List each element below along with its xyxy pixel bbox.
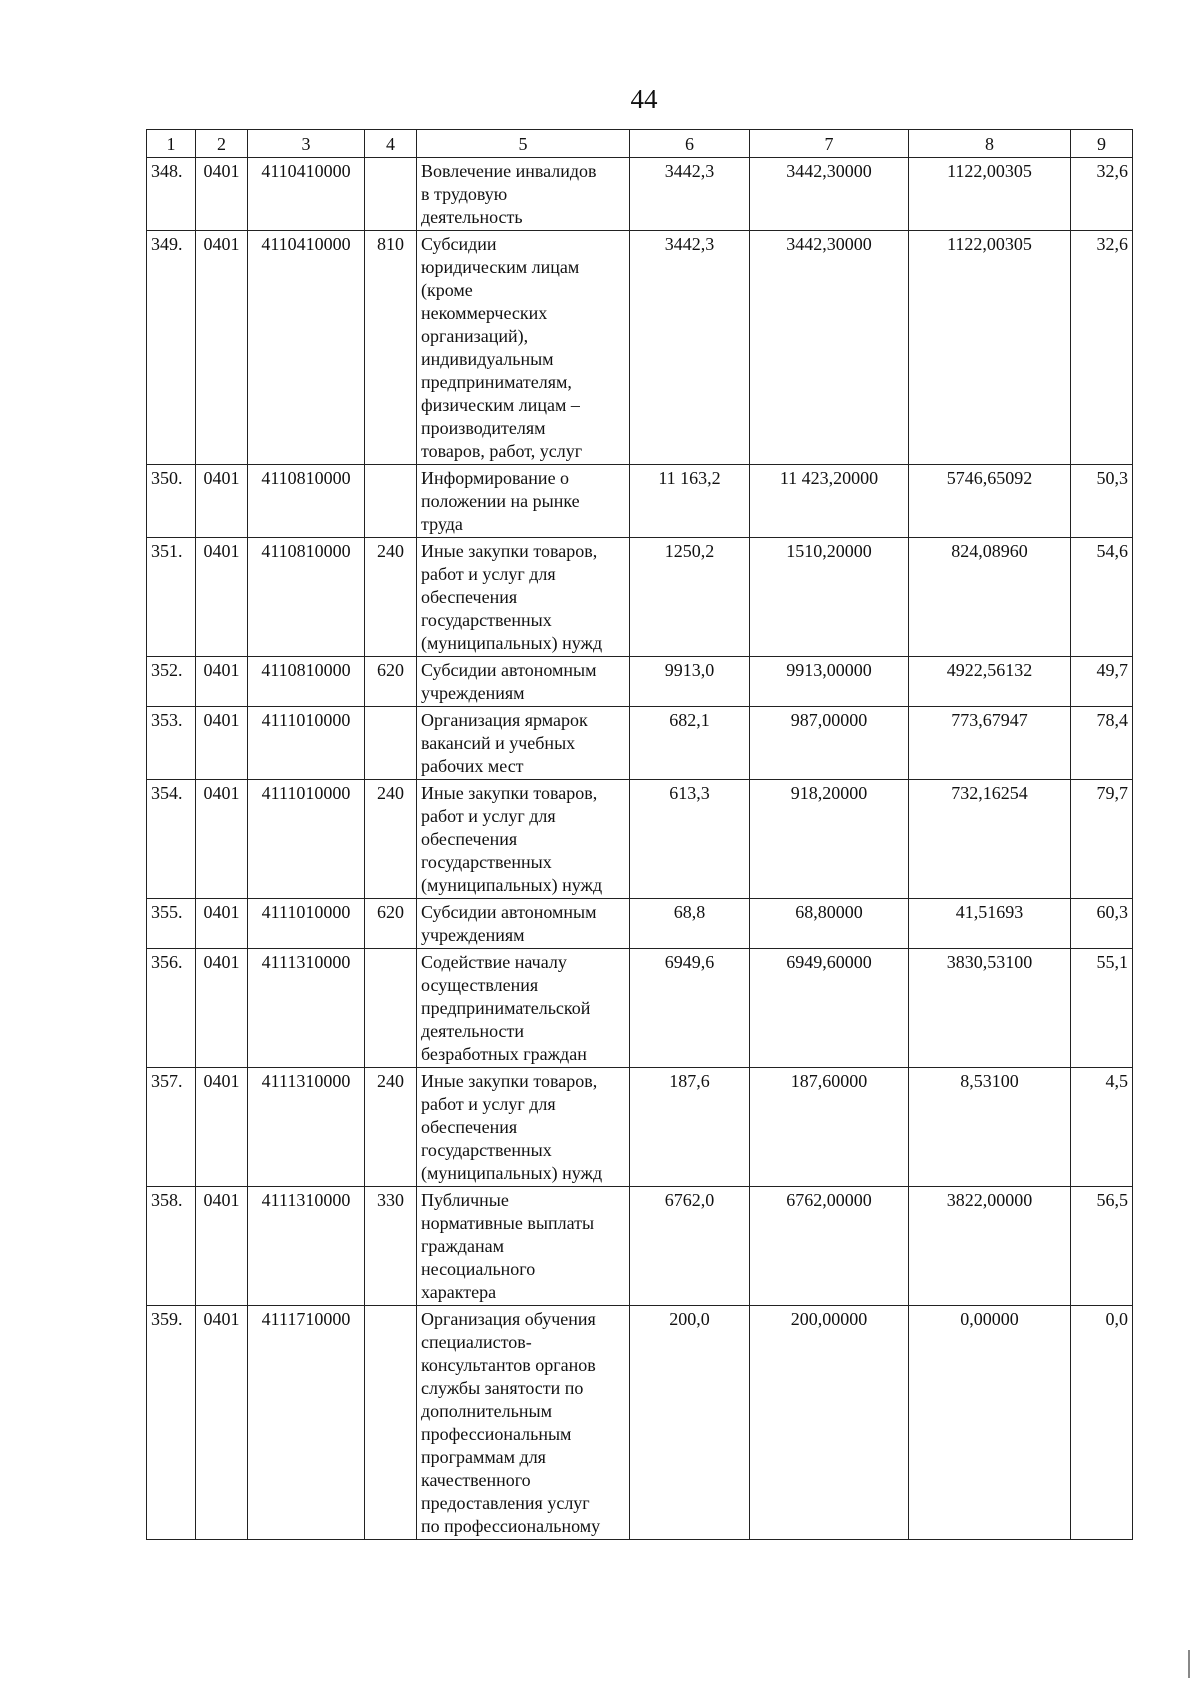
expense-type-cell: 240 [365,1068,417,1187]
expense-type-cell [365,465,417,538]
expense-type-cell: 810 [365,231,417,465]
revised-amount-cell: 987,00000 [750,707,909,780]
plan-amount-cell: 682,1 [630,707,750,780]
executed-amount-cell: 732,16254 [909,780,1071,899]
header-col-4: 4 [365,130,417,158]
description-cell: Организация обучения специалистов- консультантов органов службы занятости по дополнительным профессиональным программам для качественного предоставления услуг по профессиональному [417,1306,630,1540]
table-row [147,657,1133,707]
plan-amount-cell: 3442,3 [630,231,750,465]
revised-amount-cell: 918,20000 [750,780,909,899]
percent-cell: 78,4 [1071,707,1133,780]
header-col-7: 7 [750,130,909,158]
section-code-cell: 0401 [196,1306,248,1540]
executed-amount-cell: 41,51693 [909,899,1071,949]
table-row [147,1068,1133,1187]
executed-amount-cell: 5746,65092 [909,465,1071,538]
plan-amount-cell: 68,8 [630,899,750,949]
section-code-cell: 0401 [196,780,248,899]
target-code-cell: 4110410000 [248,158,365,231]
plan-amount-cell: 187,6 [630,1068,750,1187]
percent-cell: 54,6 [1071,538,1133,657]
table-row [147,538,1133,657]
executed-amount-cell: 0,00000 [909,1306,1071,1540]
percent-cell: 79,7 [1071,780,1133,899]
target-code-cell: 4111310000 [248,1187,365,1306]
header-col-2: 2 [196,130,248,158]
row-number-cell: 355. [147,899,196,949]
page-number: 44 [630,84,658,114]
percent-cell: 60,3 [1071,899,1133,949]
section-code-cell: 0401 [196,899,248,949]
revised-amount-cell: 6762,00000 [750,1187,909,1306]
target-code-cell: 4110810000 [248,538,365,657]
expense-type-cell: 330 [365,1187,417,1306]
executed-amount-cell: 824,08960 [909,538,1071,657]
executed-amount-cell: 773,67947 [909,707,1071,780]
target-code-cell: 4110810000 [248,657,365,707]
row-number-cell: 350. [147,465,196,538]
row-number-cell: 354. [147,780,196,899]
plan-amount-cell: 6949,6 [630,949,750,1068]
percent-cell: 49,7 [1071,657,1133,707]
table-row [147,707,1133,780]
description-cell: Иные закупки товаров, работ и услуг для обеспечения государственных (муниципальных) нужд [417,780,630,899]
plan-amount-cell: 6762,0 [630,1187,750,1306]
target-code-cell: 4110810000 [248,465,365,538]
executed-amount-cell: 3830,53100 [909,949,1071,1068]
revised-amount-cell: 3442,30000 [750,158,909,231]
revised-amount-cell: 68,80000 [750,899,909,949]
target-code-cell: 4111310000 [248,1068,365,1187]
revised-amount-cell: 3442,30000 [750,231,909,465]
row-number-cell: 356. [147,949,196,1068]
expense-type-cell [365,158,417,231]
expense-type-cell: 620 [365,899,417,949]
table-row [147,1187,1133,1306]
executed-amount-cell: 8,53100 [909,1068,1071,1187]
header-row [147,130,1133,158]
description-cell: Иные закупки товаров, работ и услуг для обеспечения государственных (муниципальных) нужд [417,1068,630,1187]
target-code-cell: 4111310000 [248,949,365,1068]
executed-amount-cell: 1122,00305 [909,158,1071,231]
section-code-cell: 0401 [196,538,248,657]
description-cell: Субсидии автономным учреждениям [417,657,630,707]
header-col-6: 6 [630,130,750,158]
scan-edge-mark [1188,1650,1190,1678]
description-cell: Организация ярмарок вакансий и учебных рабочих мест [417,707,630,780]
revised-amount-cell: 200,00000 [750,1306,909,1540]
row-number-cell: 358. [147,1187,196,1306]
expense-type-cell: 240 [365,538,417,657]
header-col-9: 9 [1071,130,1133,158]
revised-amount-cell: 9913,00000 [750,657,909,707]
expense-type-cell: 240 [365,780,417,899]
expense-type-cell: 620 [365,657,417,707]
header-col-8: 8 [909,130,1071,158]
section-code-cell: 0401 [196,1187,248,1306]
table-header [147,130,1133,158]
plan-amount-cell: 3442,3 [630,158,750,231]
target-code-cell: 4111010000 [248,899,365,949]
description-cell: Информирование о положении на рынке труда [417,465,630,538]
description-cell: Содействие началу осуществления предпринимательской деятельности безработных граждан [417,949,630,1068]
target-code-cell: 4111010000 [248,707,365,780]
revised-amount-cell: 187,60000 [750,1068,909,1187]
description-cell: Субсидии юридическим лицам (кроме некоммерческих организаций), индивидуальным предпринимателям, физическим лицам – производителям товаров, работ, услуг [417,231,630,465]
executed-amount-cell: 3822,00000 [909,1187,1071,1306]
percent-cell: 56,5 [1071,1187,1133,1306]
percent-cell: 50,3 [1071,465,1133,538]
table-row [147,231,1133,465]
row-number-cell: 359. [147,1306,196,1540]
expense-type-cell [365,1306,417,1540]
plan-amount-cell: 613,3 [630,780,750,899]
percent-cell: 32,6 [1071,158,1133,231]
row-number-cell: 349. [147,231,196,465]
row-number-cell: 351. [147,538,196,657]
description-cell: Вовлечение инвалидов в трудовую деятельность [417,158,630,231]
section-code-cell: 0401 [196,231,248,465]
plan-amount-cell: 200,0 [630,1306,750,1540]
executed-amount-cell: 1122,00305 [909,231,1071,465]
plan-amount-cell: 9913,0 [630,657,750,707]
section-code-cell: 0401 [196,465,248,538]
description-cell: Публичные нормативные выплаты гражданам несоциального характера [417,1187,630,1306]
header-col-5: 5 [417,130,630,158]
section-code-cell: 0401 [196,949,248,1068]
plan-amount-cell: 11 163,2 [630,465,750,538]
description-cell: Иные закупки товаров, работ и услуг для обеспечения государственных (муниципальных) нужд [417,538,630,657]
header-col-3: 3 [248,130,365,158]
table-row [147,899,1133,949]
expense-type-cell [365,707,417,780]
percent-cell: 4,5 [1071,1068,1133,1187]
target-code-cell: 4111710000 [248,1306,365,1540]
budget-table [146,129,1133,1540]
header-col-1: 1 [147,130,196,158]
section-code-cell: 0401 [196,707,248,780]
percent-cell: 55,1 [1071,949,1133,1068]
expense-type-cell [365,949,417,1068]
row-number-cell: 353. [147,707,196,780]
section-code-cell: 0401 [196,158,248,231]
section-code-cell: 0401 [196,657,248,707]
percent-cell: 32,6 [1071,231,1133,465]
row-number-cell: 352. [147,657,196,707]
plan-amount-cell: 1250,2 [630,538,750,657]
revised-amount-cell: 6949,60000 [750,949,909,1068]
section-code-cell: 0401 [196,1068,248,1187]
description-cell: Субсидии автономным учреждениям [417,899,630,949]
row-number-cell: 357. [147,1068,196,1187]
percent-cell: 0,0 [1071,1306,1133,1540]
table-row [147,158,1133,231]
target-code-cell: 4111010000 [248,780,365,899]
table-row [147,949,1133,1068]
revised-amount-cell: 11 423,20000 [750,465,909,538]
table-row [147,780,1133,899]
row-number-cell: 348. [147,158,196,231]
table-row [147,465,1133,538]
table-body [147,158,1133,1540]
table-row [147,1306,1133,1540]
executed-amount-cell: 4922,56132 [909,657,1071,707]
target-code-cell: 4110410000 [248,231,365,465]
revised-amount-cell: 1510,20000 [750,538,909,657]
